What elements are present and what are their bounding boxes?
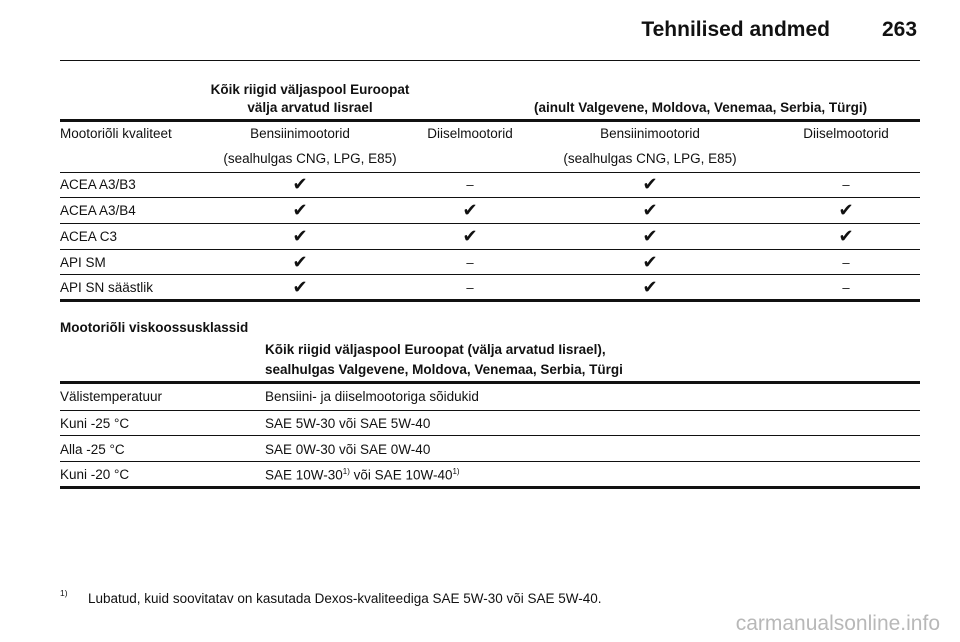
column-header-vehicles: Bensiini- ja diiselmootoriga sõidukid: [265, 389, 479, 404]
table-row-label: ACEA A3/B3: [60, 177, 136, 192]
group-header-right: (ainult Valgevene, Moldova, Venemaa, Serbia, Türgi): [534, 100, 868, 115]
checkmark-icon: ✔: [642, 252, 658, 272]
column-header-temperature: Välistemperatuur: [60, 389, 163, 404]
row-divider: [60, 172, 920, 173]
footnote-ref: 1): [342, 467, 350, 476]
column-header-petrol-2: Bensiinimootorid: [600, 126, 700, 141]
table-divider-thick: [60, 299, 920, 302]
row-divider: [60, 461, 920, 462]
viscosity-value-part: SAE 10W-30: [265, 467, 343, 483]
viscosity-row-temp: Kuni -25 °C: [60, 416, 130, 431]
page-number: 263: [882, 18, 918, 41]
dash-mark: –: [842, 255, 850, 270]
checkmark-icon: ✔: [292, 174, 308, 194]
checkmark-icon: ✔: [292, 200, 308, 220]
group-header-left-line2: välja arvatud Iisrael: [247, 100, 373, 115]
footnote-ref: 1): [452, 467, 460, 476]
viscosity-row-value: SAE 0W-30 või SAE 0W-40: [265, 442, 431, 457]
group-header-left-line1: Kõik riigid väljaspool Euroopat: [210, 82, 410, 97]
checkmark-icon: ✔: [838, 200, 854, 220]
row-divider: [60, 435, 920, 436]
checkmark-icon: ✔: [642, 174, 658, 194]
checkmark-icon: ✔: [642, 200, 658, 220]
watermark: carmanualsonline.info: [735, 612, 940, 635]
column-header-quality: Mootoriõli kvaliteet: [60, 126, 172, 141]
row-divider: [60, 274, 920, 275]
row-divider: [60, 223, 920, 224]
dash-mark: –: [466, 177, 474, 192]
table-divider-thick: [60, 119, 920, 122]
checkmark-icon: ✔: [838, 226, 854, 246]
dash-mark: –: [466, 280, 474, 295]
column-subheader-right: (sealhulgas CNG, LPG, E85): [563, 151, 737, 166]
viscosity-value-part: või SAE 10W-40: [349, 467, 453, 483]
checkmark-icon: ✔: [292, 277, 308, 297]
table-row-label: ACEA A3/B4: [60, 203, 136, 218]
table-divider-thick: [60, 486, 920, 489]
viscosity-subheading-line1: Kõik riigid väljaspool Euroopat (välja arvatud Iisrael),: [265, 342, 606, 357]
table-row-label: API SM: [60, 255, 106, 270]
viscosity-row-value: [265, 467, 460, 483]
viscosity-row-temp: Alla -25 °C: [60, 442, 125, 457]
footnote-text: Lubatud, kuid soovitatav on kasutada Dexos-kvaliteediga SAE 5W-30 või SAE 5W-40.: [88, 591, 602, 606]
footnote-marker: 1): [60, 588, 68, 598]
table-divider-thick: [60, 381, 920, 384]
viscosity-subheading-line2: sealhulgas Valgevene, Moldova, Venemaa, Serbia, Türgi: [265, 362, 623, 377]
row-divider: [60, 249, 920, 250]
row-divider: [60, 410, 920, 411]
viscosity-row-temp: Kuni -20 °C: [60, 467, 130, 482]
checkmark-icon: ✔: [292, 252, 308, 272]
dash-mark: –: [466, 255, 474, 270]
checkmark-icon: ✔: [292, 226, 308, 246]
table-row-label: ACEA C3: [60, 229, 118, 244]
page-header-title: Tehnilised andmed: [641, 18, 830, 41]
header-divider: [60, 60, 920, 61]
row-divider: [60, 197, 920, 198]
dash-mark: –: [842, 177, 850, 192]
column-header-diesel-2: Diiselmootorid: [803, 126, 889, 141]
checkmark-icon: ✔: [462, 226, 478, 246]
column-header-diesel-1: Diiselmootorid: [427, 126, 513, 141]
checkmark-icon: ✔: [642, 226, 658, 246]
checkmark-icon: ✔: [462, 200, 478, 220]
table-row-label: API SN säästlik: [60, 280, 154, 295]
dash-mark: –: [842, 280, 850, 295]
viscosity-heading: Mootoriõli viskoossusklassid: [60, 320, 249, 335]
column-subheader-left: (sealhulgas CNG, LPG, E85): [223, 151, 397, 166]
checkmark-icon: ✔: [642, 277, 658, 297]
viscosity-row-value: SAE 5W-30 või SAE 5W-40: [265, 416, 431, 431]
column-header-petrol-1: Bensiinimootorid: [250, 126, 350, 141]
